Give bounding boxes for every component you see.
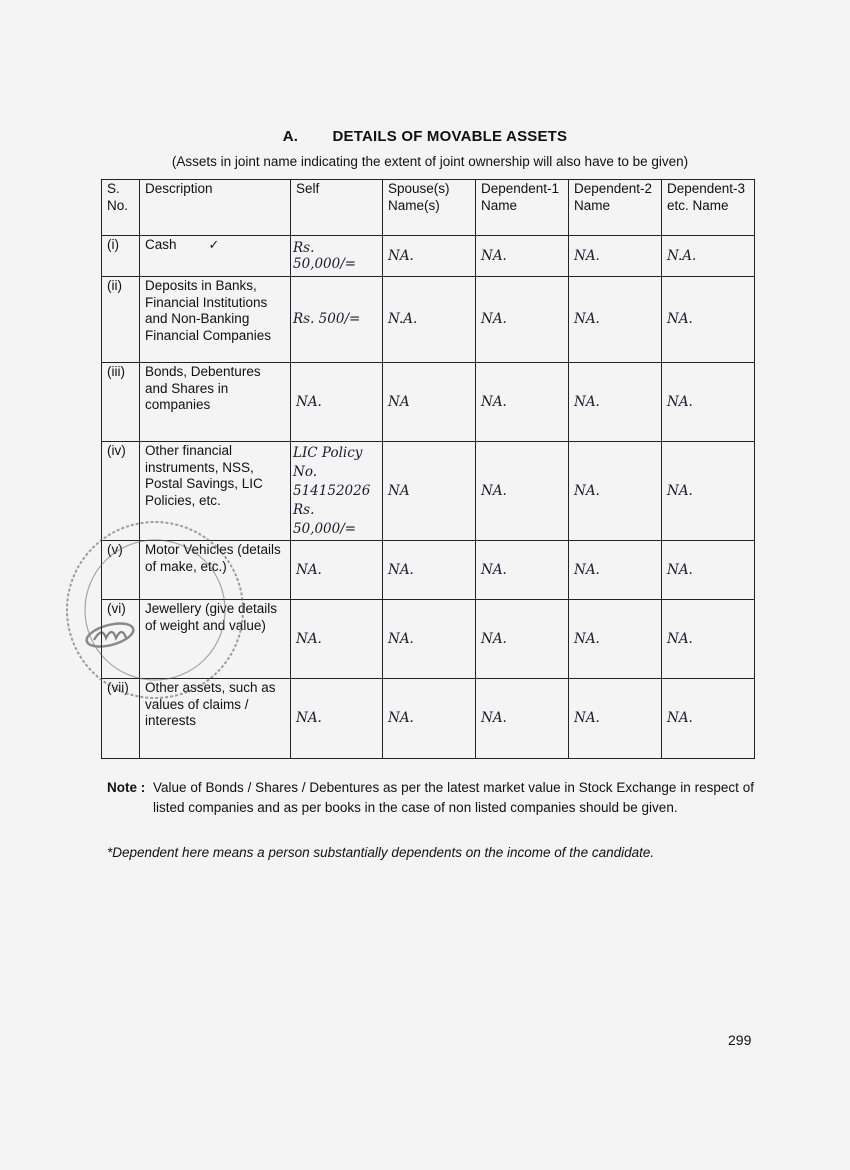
row-dependent-1-value: NA. — [476, 600, 569, 679]
row-dependent-2-value: NA. — [569, 541, 662, 600]
row-sno: (ii) — [102, 277, 140, 363]
row-sno: (i) — [102, 236, 140, 277]
row-dependent-1-value: NA. — [476, 541, 569, 600]
section-subtitle: (Assets in joint name indicating the extent of joint ownership will also have to be given) — [171, 154, 689, 169]
row-description: Deposits in Banks, Financial Institutions and Non-Banking Financial Companies — [140, 277, 291, 363]
row-description: Jewellery (give details of weight and value) — [140, 600, 291, 679]
column-header-spouse: Spouse(s) Name(s) — [383, 180, 476, 236]
note-label: Note : — [107, 780, 146, 795]
row-dependent-2-value: NA. — [569, 363, 662, 442]
row-dependent-2-value: NA. — [569, 600, 662, 679]
row-self-value: NA. — [291, 541, 383, 600]
table-row — [102, 442, 755, 541]
note — [107, 778, 754, 818]
row-self-value: NA. — [291, 679, 383, 759]
row-self-value: Rs. 50,000/= — [291, 236, 383, 277]
row-sno: (vii) — [102, 679, 140, 759]
row-dependent-1-value: NA. — [476, 442, 569, 541]
row-spouse-value: NA. — [383, 541, 476, 600]
note-text: Value of Bonds / Shares / Debentures as per the latest market value in Stock Exchange in respect of listed companies and as per books in the case of non listed companies should be given. — [153, 780, 754, 815]
row-dependent-3-value: NA. — [662, 541, 755, 600]
row-description: Bonds, Debentures and Shares in companies — [140, 363, 291, 442]
row-spouse-value: NA. — [383, 600, 476, 679]
page-title — [0, 128, 850, 145]
row-self-value: NA. — [291, 363, 383, 442]
row-dependent-1-value: NA. — [476, 679, 569, 759]
table-header-row — [102, 180, 755, 236]
row-dependent-3-value: NA. — [662, 679, 755, 759]
row-spouse-value: NA. — [383, 679, 476, 759]
row-sno: (iv) — [102, 442, 140, 541]
column-header-dependent-1: Dependent-1 Name — [476, 180, 569, 236]
footnote: *Dependent here means a person substantially dependents on the income of the candidate. — [107, 845, 655, 860]
row-self-value: Rs. 500/= — [291, 277, 383, 363]
row-dependent-2-value: NA. — [569, 442, 662, 541]
row-spouse-value: NA. — [383, 236, 476, 277]
row-dependent-1-value: NA. — [476, 363, 569, 442]
movable-assets-table — [101, 179, 755, 759]
page-number: 299 — [728, 1032, 752, 1048]
check-mark-icon: ✓ — [208, 238, 220, 253]
column-header-dependent-2: Dependent-2 Name — [569, 180, 662, 236]
column-header-self: Self — [291, 180, 383, 236]
row-description: Other financial instruments, NSS, Postal Savings, LIC Policies, etc. — [140, 442, 291, 541]
row-sno: (v) — [102, 541, 140, 600]
row-sno: (iii) — [102, 363, 140, 442]
row-spouse-value: NA — [383, 442, 476, 541]
table-row — [102, 363, 755, 442]
row-dependent-3-value: NA. — [662, 277, 755, 363]
row-dependent-3-value: N.A. — [662, 236, 755, 277]
table-row — [102, 600, 755, 679]
row-spouse-value: N.A. — [383, 277, 476, 363]
table-row — [102, 236, 755, 277]
row-self-value: NA. — [291, 600, 383, 679]
row-description: Motor Vehicles (details of make, etc.) — [140, 541, 291, 600]
row-dependent-2-value: NA. — [569, 236, 662, 277]
section-title: DETAILS OF MOVABLE ASSETS — [332, 128, 568, 145]
table-row — [102, 541, 755, 600]
row-self-value: LIC Policy No. 514152026 Rs. 50,000/= — [291, 442, 383, 541]
column-header-sno: S. No. — [102, 180, 140, 236]
row-dependent-3-value: NA. — [662, 442, 755, 541]
row-dependent-2-value: NA. — [569, 277, 662, 363]
section-letter: A. — [282, 128, 299, 145]
row-dependent-3-value: NA. — [662, 363, 755, 442]
table-row — [102, 679, 755, 759]
row-dependent-2-value: NA. — [569, 679, 662, 759]
row-sno: (vi) — [102, 600, 140, 679]
table-row — [102, 277, 755, 363]
row-spouse-value: NA — [383, 363, 476, 442]
row-dependent-1-value: NA. — [476, 277, 569, 363]
row-dependent-3-value: NA. — [662, 600, 755, 679]
column-header-dependent-3: Dependent-3 etc. Name — [662, 180, 755, 236]
row-dependent-1-value: NA. — [476, 236, 569, 277]
row-description: Other assets, such as values of claims / interests — [140, 679, 291, 759]
row-description: Cash ✓ — [140, 236, 291, 277]
column-header-description: Description — [140, 180, 291, 236]
